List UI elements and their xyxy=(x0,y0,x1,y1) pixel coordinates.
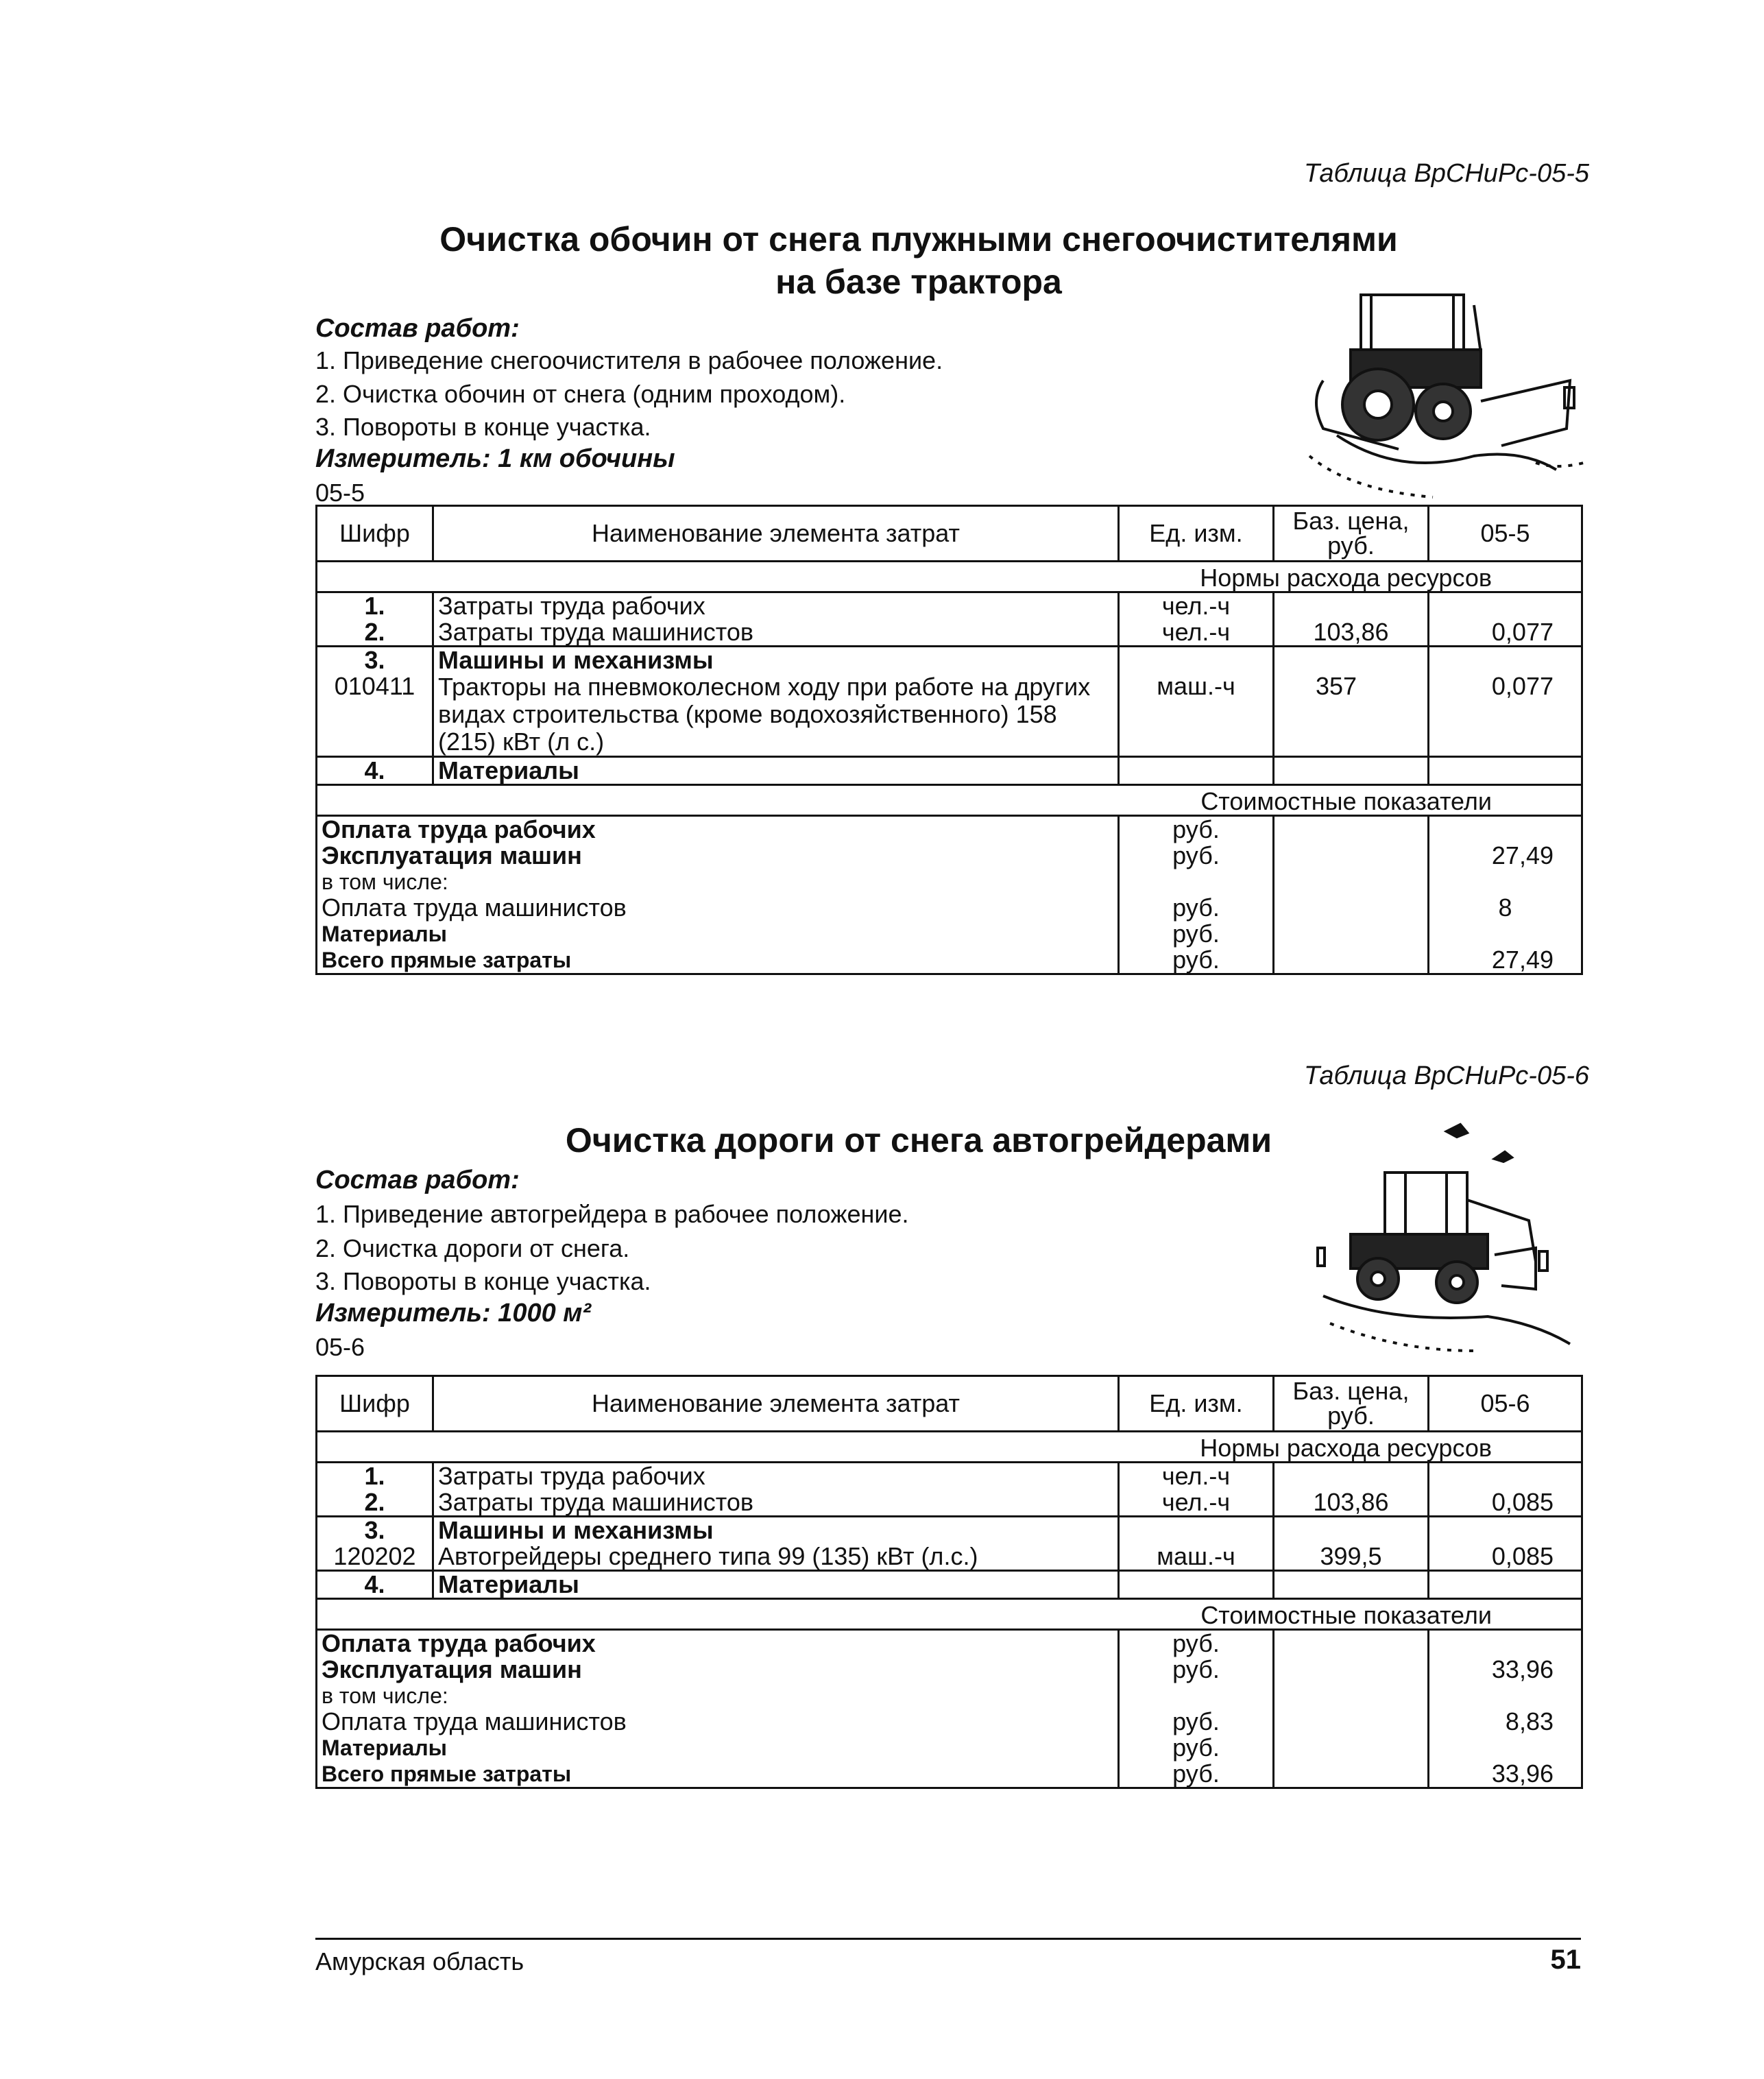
row-shifr: 1. xyxy=(317,592,433,620)
row-name: Затраты труда машинистов xyxy=(433,1489,1119,1517)
row-name: Машины и механизмы xyxy=(433,647,1119,674)
row-shifr: 010411 xyxy=(317,673,433,757)
cost-unit: руб. xyxy=(1119,1657,1274,1683)
cost-price xyxy=(1274,1683,1429,1709)
row-shifr: 2. xyxy=(317,619,433,647)
work-step: 3. Повороты в конце участка. xyxy=(315,1267,651,1295)
cost-row xyxy=(317,1709,1582,1735)
row-unit xyxy=(1119,757,1274,785)
cost-price xyxy=(1274,1657,1429,1683)
cost-price xyxy=(1274,1709,1429,1735)
row-shifr: 3. xyxy=(317,1517,433,1544)
row-price: 103,86 xyxy=(1274,1489,1429,1517)
cost-unit xyxy=(1119,1683,1274,1709)
row-unit: чел.-ч xyxy=(1119,619,1274,647)
norms-table xyxy=(315,505,1583,975)
row-unit: маш.-ч xyxy=(1119,673,1274,757)
row-value xyxy=(1429,1571,1582,1599)
row-value xyxy=(1429,757,1582,785)
table-row xyxy=(317,592,1582,620)
cost-row xyxy=(317,1735,1582,1761)
cost-price xyxy=(1274,1735,1429,1761)
table-row xyxy=(317,1543,1582,1571)
cost-name: Оплата труда машинистов xyxy=(317,895,1119,921)
work-step: 3. Повороты в конце участка. xyxy=(315,413,651,441)
row-value xyxy=(1429,592,1582,620)
row-name: Затраты труда рабочих xyxy=(433,1463,1119,1490)
footer-divider xyxy=(315,1938,1581,1940)
cost-row xyxy=(317,921,1582,947)
row-name: Автогрейдеры среднего типа 99 (135) кВт (л.с.) xyxy=(433,1543,1119,1571)
row-name: Материалы xyxy=(433,1571,1119,1599)
table-row xyxy=(317,1489,1582,1517)
cost-price xyxy=(1274,869,1429,895)
row-price xyxy=(1274,757,1429,785)
row-price xyxy=(1274,647,1429,674)
row-unit xyxy=(1119,647,1274,674)
row-name: Машины и механизмы xyxy=(433,1517,1119,1544)
header-price: Баз. цена, руб. xyxy=(1274,506,1429,562)
work-step: 1. Приведение автогрейдера в рабочее положение. xyxy=(315,1200,909,1228)
cost-row xyxy=(317,895,1582,921)
cost-name: Оплата труда рабочих xyxy=(317,816,1119,843)
table-row xyxy=(317,1517,1582,1544)
cost-section-row xyxy=(317,1599,1582,1630)
row-name: Затраты труда машинистов xyxy=(433,619,1119,647)
cost-unit: руб. xyxy=(1119,1735,1274,1761)
measure-unit: Измеритель: 1000 м² xyxy=(315,1299,592,1327)
cost-value xyxy=(1429,1630,1582,1657)
row-price xyxy=(1274,1517,1429,1544)
row-unit: чел.-ч xyxy=(1119,1463,1274,1490)
table-row xyxy=(317,1463,1582,1490)
section-title-line2: на базе трактора xyxy=(775,263,1062,301)
norms-section-row xyxy=(317,1432,1582,1463)
cost-row xyxy=(317,947,1582,974)
cost-name: Эксплуатация машин xyxy=(317,843,1119,869)
row-unit: маш.-ч xyxy=(1119,1543,1274,1571)
row-shifr: 4. xyxy=(317,757,433,785)
norms-title: Нормы расхода ресурсов xyxy=(317,1432,1582,1463)
cost-row xyxy=(317,1657,1582,1683)
cost-name: в том числе: xyxy=(317,869,1119,895)
header-shifr: Шифр xyxy=(317,1376,433,1432)
cost-value xyxy=(1429,869,1582,895)
row-value: 0,077 xyxy=(1429,619,1582,647)
row-value xyxy=(1429,1517,1582,1544)
row-shifr: 2. xyxy=(317,1489,433,1517)
row-unit: чел.-ч xyxy=(1119,592,1274,620)
header-price: Баз. цена, руб. xyxy=(1274,1376,1429,1432)
cost-name: Всего прямые затраты xyxy=(317,1761,1119,1788)
row-unit xyxy=(1119,1517,1274,1544)
snowplow-tractor-illustration xyxy=(1296,264,1597,511)
measure-unit: Измеритель: 1 км обочины xyxy=(315,444,675,473)
cost-value: 33,96 xyxy=(1429,1761,1582,1788)
cost-price xyxy=(1274,921,1429,947)
norms-table xyxy=(315,1375,1583,1789)
table-row xyxy=(317,1571,1582,1599)
cost-unit: руб. xyxy=(1119,1630,1274,1657)
row-shifr: 1. xyxy=(317,1463,433,1490)
row-name: Затраты труда рабочих xyxy=(433,592,1119,620)
cost-row xyxy=(317,1630,1582,1657)
row-price: 399,5 xyxy=(1274,1543,1429,1571)
table-row xyxy=(317,619,1582,647)
row-unit: чел.-ч xyxy=(1119,1489,1274,1517)
norms-title: Нормы расхода ресурсов xyxy=(317,562,1582,592)
table-row xyxy=(317,673,1582,757)
cost-unit: руб. xyxy=(1119,843,1274,869)
section-title-line1: Очистка обочин от снега плужными снегоочистителями xyxy=(439,220,1398,259)
cost-name: Эксплуатация машин xyxy=(317,1657,1119,1683)
header-name: Наименование элемента затрат xyxy=(433,1376,1119,1432)
row-name: Материалы xyxy=(433,757,1119,785)
row-value xyxy=(1429,1463,1582,1490)
table-row xyxy=(317,757,1582,785)
row-value: 0,077 xyxy=(1429,673,1582,757)
row-value: 0,085 xyxy=(1429,1489,1582,1517)
cost-unit xyxy=(1119,869,1274,895)
row-price: 357 xyxy=(1274,673,1429,757)
row-price xyxy=(1274,1463,1429,1490)
cost-value: 33,96 xyxy=(1429,1657,1582,1683)
row-shifr: 4. xyxy=(317,1571,433,1599)
cost-price xyxy=(1274,1761,1429,1788)
cost-price xyxy=(1274,1630,1429,1657)
row-price xyxy=(1274,1571,1429,1599)
cost-value xyxy=(1429,1735,1582,1761)
cost-name: Всего прямые затраты xyxy=(317,947,1119,974)
work-composition-label: Состав работ: xyxy=(315,314,520,343)
work-step: 2. Очистка дороги от снега. xyxy=(315,1234,630,1262)
table-label: Таблица ВрСНиРс-05-5 xyxy=(1303,159,1589,188)
header-name: Наименование элемента затрат xyxy=(433,506,1119,562)
header-col: 05-6 xyxy=(1429,1376,1582,1432)
cost-price xyxy=(1274,816,1429,843)
cost-unit: руб. xyxy=(1119,895,1274,921)
page-number: 51 xyxy=(1550,1945,1581,1975)
row-price xyxy=(1274,592,1429,620)
cost-row xyxy=(317,816,1582,843)
cost-price xyxy=(1274,895,1429,921)
cost-row xyxy=(317,1761,1582,1788)
cost-unit: руб. xyxy=(1119,947,1274,974)
cost-value: 8,83 xyxy=(1429,1709,1582,1735)
cost-price xyxy=(1274,843,1429,869)
cost-unit: руб. xyxy=(1119,1709,1274,1735)
cost-name: Материалы xyxy=(317,921,1119,947)
cost-section-row xyxy=(317,785,1582,816)
cost-title: Стоимостные показатели xyxy=(317,1599,1582,1630)
row-value: 0,085 xyxy=(1429,1543,1582,1571)
row-unit xyxy=(1119,1571,1274,1599)
footer-region: Амурская область xyxy=(315,1947,524,1975)
table-label: Таблица ВрСНиРс-05-6 xyxy=(1303,1061,1589,1090)
work-step: 2. Очистка обочин от снега (одним проходом). xyxy=(315,380,846,408)
table-row xyxy=(317,647,1582,674)
cost-name: в том числе: xyxy=(317,1683,1119,1709)
table-header-row xyxy=(317,1376,1582,1432)
row-name: Тракторы на пневмоколесном ходу при работе на других видах строительства (кроме водохозяйственного) 158 (215) кВт (л с.) xyxy=(433,673,1119,757)
cost-unit: руб. xyxy=(1119,1761,1274,1788)
header-shifr: Шифр xyxy=(317,506,433,562)
norms-section-row xyxy=(317,562,1582,592)
header-unit: Ед. изм. xyxy=(1119,1376,1274,1432)
cost-unit: руб. xyxy=(1119,921,1274,947)
cost-name: Оплата труда машинистов xyxy=(317,1709,1119,1735)
cost-unit: руб. xyxy=(1119,816,1274,843)
cost-value xyxy=(1429,1683,1582,1709)
table-code: 05-5 xyxy=(315,479,365,507)
cost-row xyxy=(317,1683,1582,1709)
header-unit: Ед. изм. xyxy=(1119,506,1274,562)
cost-title: Стоимостные показатели xyxy=(317,785,1582,816)
cost-name: Материалы xyxy=(317,1735,1119,1761)
table-code: 05-6 xyxy=(315,1333,365,1361)
row-shifr: 120202 xyxy=(317,1543,433,1571)
cost-name: Оплата труда рабочих xyxy=(317,1630,1119,1657)
cost-row xyxy=(317,869,1582,895)
work-composition-label: Состав работ: xyxy=(315,1166,520,1194)
cost-value: 27,49 xyxy=(1429,947,1582,974)
cost-value xyxy=(1429,816,1582,843)
cost-value: 8 xyxy=(1429,895,1582,921)
row-shifr: 3. xyxy=(317,647,433,674)
row-price: 103,86 xyxy=(1274,619,1429,647)
motor-grader-illustration xyxy=(1309,1118,1597,1365)
work-step: 1. Приведение снегоочистителя в рабочее положение. xyxy=(315,346,943,374)
section-title-line1: Очистка дороги от снега автогрейдерами xyxy=(565,1121,1272,1159)
cost-value: 27,49 xyxy=(1429,843,1582,869)
row-value xyxy=(1429,647,1582,674)
cost-row xyxy=(317,843,1582,869)
header-col: 05-5 xyxy=(1429,506,1582,562)
cost-price xyxy=(1274,947,1429,974)
cost-value xyxy=(1429,921,1582,947)
table-header-row xyxy=(317,506,1582,562)
